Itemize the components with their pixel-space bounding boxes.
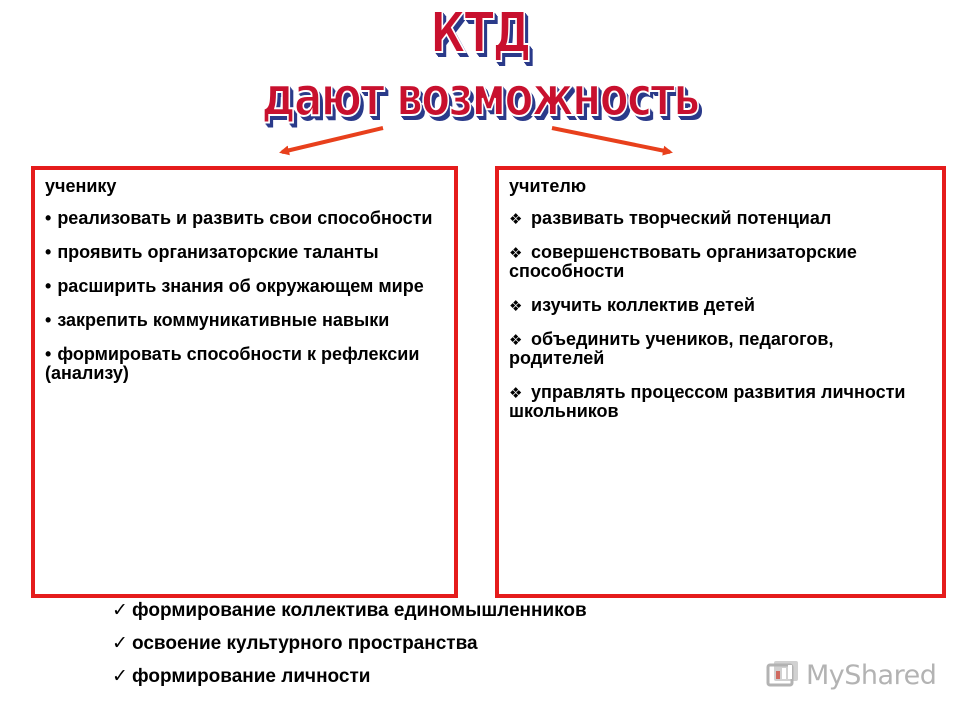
diamond-star-icon: ❖ (509, 211, 523, 228)
list-item (509, 209, 932, 228)
list-item (45, 209, 444, 228)
arrow-right (552, 128, 670, 152)
diamond-star-icon: ❖ (509, 332, 523, 349)
list-item (45, 277, 444, 296)
slide-title: КТД (430, 1, 530, 66)
list-item-text: изучить коллектив детей (531, 295, 755, 315)
list-item (45, 345, 444, 383)
list-item-text: реализовать и развить свои способности (57, 208, 433, 228)
list-item (509, 383, 932, 421)
bullet-icon: • (45, 310, 52, 330)
list-item-text: управлять процессом развития личности школьников (509, 382, 906, 421)
list-item (509, 330, 932, 368)
list-item (112, 633, 587, 655)
student-heading: ученику (45, 176, 117, 196)
list-item (112, 600, 587, 622)
watermark-text: MyShared (806, 659, 937, 691)
list-item-text: расширить знания об окружающем мире (57, 276, 424, 296)
list-item (509, 296, 932, 315)
list-item (45, 311, 444, 330)
list-item (112, 666, 587, 688)
teacher-heading: учителю (509, 176, 587, 196)
watermark (766, 655, 936, 695)
checkmark-icon: ✓ (112, 600, 128, 621)
slide-subtitle: дают возможность (261, 65, 699, 128)
list-item-text: развивать творческий потенциал (531, 208, 832, 228)
list-item-text: проявить организаторские таланты (57, 242, 379, 262)
list-item-text: объединить учеников, педагогов, родителей (509, 329, 834, 368)
student-box (31, 166, 458, 598)
watermark-logo-icon (766, 659, 802, 691)
arrow-left (282, 128, 383, 152)
list-item-text: формирование коллектива единомышленников (132, 600, 587, 621)
list-item-text: освоение культурного пространства (132, 633, 478, 654)
list-item-text: закрепить коммуникативные навыки (57, 310, 390, 330)
bullet-icon: • (45, 208, 52, 228)
diamond-star-icon: ❖ (509, 245, 523, 262)
diamond-star-icon: ❖ (509, 385, 523, 402)
list-item-text: формировать способности к рефлексии (анализу) (45, 344, 420, 383)
teacher-box (495, 166, 946, 598)
list-item-text: формирование личности (132, 666, 371, 687)
teacher-list (509, 209, 932, 421)
bullet-icon: • (45, 276, 52, 296)
outcomes-list (112, 600, 587, 699)
checkmark-icon: ✓ (112, 633, 128, 654)
list-item-text: совершенствовать организаторские способности (509, 242, 857, 281)
student-list (45, 209, 444, 383)
list-item (509, 243, 932, 281)
list-item (45, 243, 444, 262)
checkmark-icon: ✓ (112, 666, 128, 687)
bullet-icon: • (45, 344, 52, 364)
bullet-icon: • (45, 242, 52, 262)
diamond-star-icon: ❖ (509, 298, 523, 315)
